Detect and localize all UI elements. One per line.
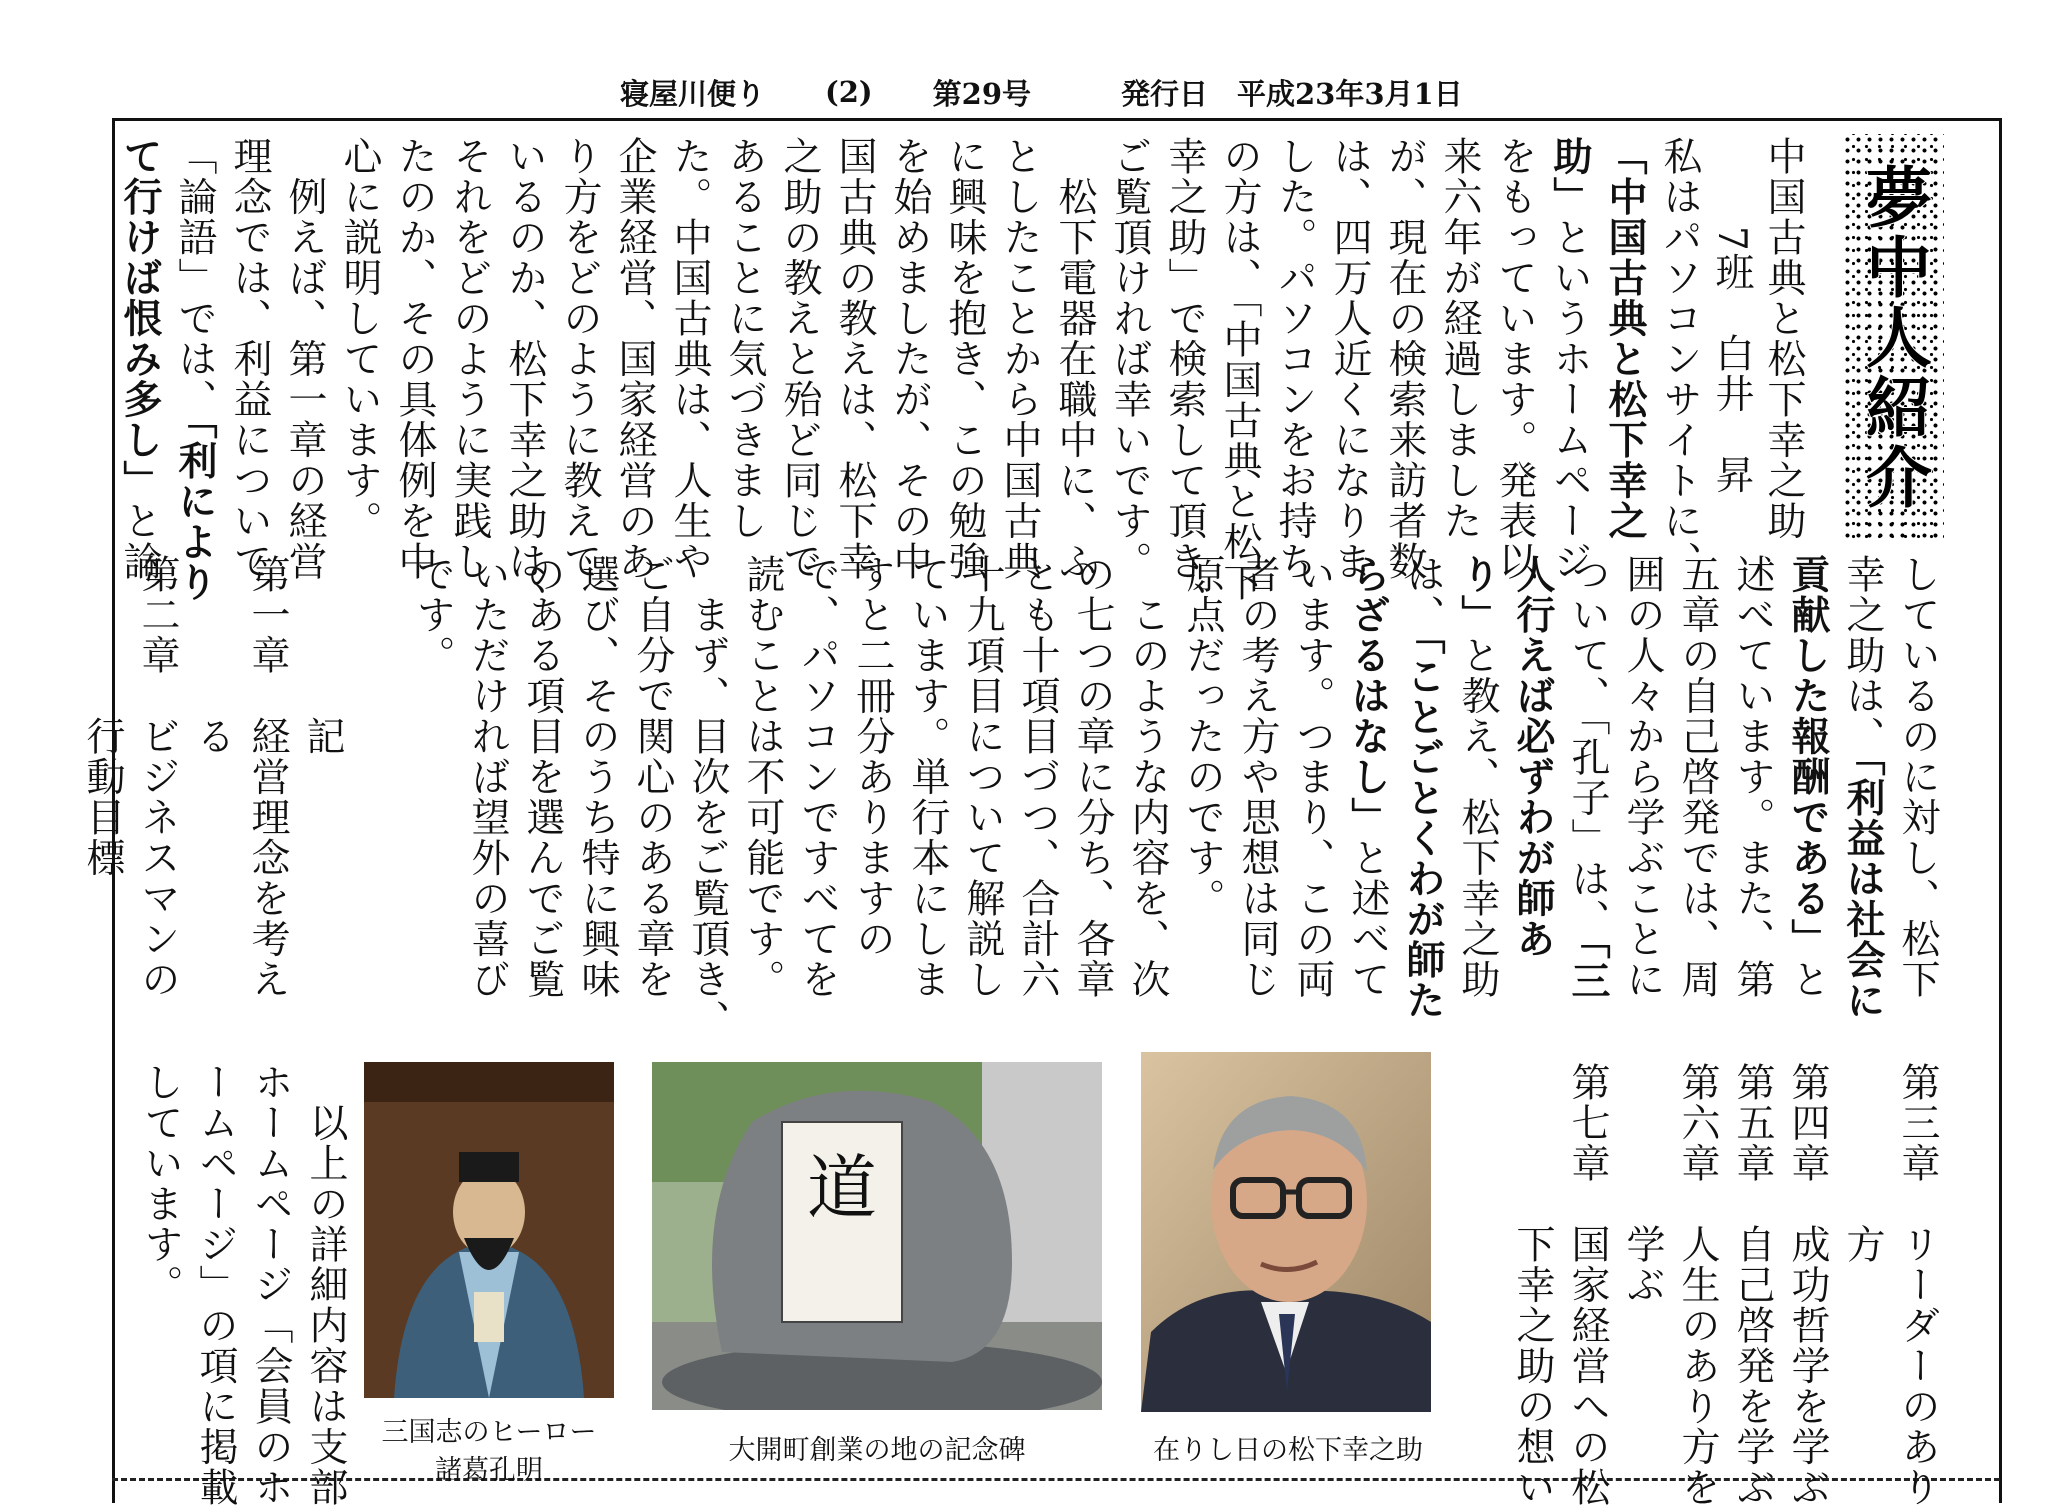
article-title: 中国古典と松下幸之助 xyxy=(1761,136,1806,541)
body-text: 述べています。また、第 xyxy=(1730,554,1775,1000)
text-column xyxy=(1452,554,1502,1000)
body-text: 来六年が経過しました xyxy=(1437,136,1482,541)
zhuge-liang-photo xyxy=(364,1062,614,1398)
text-column xyxy=(242,554,292,1000)
emphasis-text: らざるはなし」 xyxy=(1345,554,1390,838)
text-column xyxy=(994,136,1044,582)
text-column xyxy=(1214,136,1264,603)
body-text: 十九項目について解説し xyxy=(960,554,1005,1000)
text-column xyxy=(682,554,732,1040)
text-column xyxy=(1837,1062,1887,1265)
body-text: 「論語」では、 xyxy=(172,136,217,420)
body-text: というホームページ xyxy=(1547,217,1592,582)
body-text: の七つの章に分ち、各章 xyxy=(1070,554,1115,1000)
text-column xyxy=(1269,136,1319,582)
emphasis-text: 助」 xyxy=(1547,136,1592,217)
body-text: ご自分で関心のある章を xyxy=(630,554,675,1000)
text-column xyxy=(1507,1062,1557,1508)
body-text: と教え、松下幸之助 xyxy=(1455,635,1500,1000)
emphasis-text: 人行えば必ずわが師あ xyxy=(1510,554,1555,959)
text-column xyxy=(664,136,714,582)
body-text: いるのか、松下幸之助は、 xyxy=(502,136,547,622)
body-text: 第一章 経営理念を考え xyxy=(245,554,290,1000)
text-column xyxy=(1507,554,1557,959)
issue-date: 発行日 平成23年3月1日 xyxy=(1121,76,1463,111)
text-column xyxy=(1434,136,1484,541)
text-column xyxy=(1324,136,1374,582)
text-column xyxy=(1837,554,1887,1021)
body-text: 理念では、利益について xyxy=(227,136,272,582)
body-text: ホームページ「会員のホ xyxy=(248,1062,293,1508)
text-column xyxy=(462,554,512,1000)
text-column xyxy=(334,136,384,541)
body-text: 松下電器在職中に、ふ xyxy=(1052,136,1097,582)
body-text: 企業経営、国家経営のあ xyxy=(612,136,657,582)
body-text: このような内容を、次 xyxy=(1125,554,1170,1000)
body-text: と述べて xyxy=(1345,837,1390,1000)
body-text: とも十項目づつ、合計六 xyxy=(1015,554,1060,1000)
body-text: は、 xyxy=(1400,554,1445,635)
body-text: あることに気づきまし xyxy=(722,136,767,541)
text-column xyxy=(1122,554,1172,1000)
text-column xyxy=(1672,1062,1722,1508)
text-column xyxy=(1177,554,1227,919)
zhuge-caption-line2: 諸葛孔明 xyxy=(435,1455,543,1486)
text-column xyxy=(77,554,127,878)
emphasis-text: 「利により xyxy=(172,419,217,603)
body-text: 方 xyxy=(1840,1062,1885,1265)
emphasis-text: 「ことごとくわが師た xyxy=(1400,635,1445,1021)
text-column xyxy=(1782,1062,1832,1508)
body-text: それをどのように実践し xyxy=(447,136,492,582)
newsletter-name: 寝屋川便り xyxy=(620,76,766,111)
body-text: の方は、「中国古典と松下 xyxy=(1217,136,1262,603)
monument-photo xyxy=(652,1062,1102,1410)
body-text: 囲の人々から学ぶことに xyxy=(1620,554,1665,1000)
body-text: まず、目次をご覧頂き、 xyxy=(685,554,730,1040)
body-text: 以上の詳細内容は支部 xyxy=(303,1062,348,1508)
body-text: 私はパソコンサイトに、 xyxy=(1657,136,1702,582)
body-text: たのか、その具体例を中 xyxy=(392,136,437,582)
issue-number: 第29号 xyxy=(932,76,1031,111)
body-text: 者の考え方や思想は同じ xyxy=(1235,554,1280,1000)
body-text: 幸之助は、 xyxy=(1840,554,1885,757)
body-text: た。中国古典は、人生や xyxy=(667,136,712,582)
body-text: 読むことは不可能です。 xyxy=(740,554,785,1000)
text-column xyxy=(297,554,347,757)
text-column xyxy=(169,136,219,603)
body-text: 例えば、第一章の経営 xyxy=(282,136,327,582)
matsushita-portrait xyxy=(1141,1052,1431,1412)
body-text: 第四章 成功哲学を学ぶ xyxy=(1785,1062,1830,1508)
text-column xyxy=(957,554,1007,1000)
monument-caption: 大開町創業の地の記念碑 xyxy=(728,1435,1026,1466)
text-column xyxy=(1049,136,1099,582)
text-column xyxy=(1159,136,1209,622)
text-column xyxy=(737,554,787,1000)
text-column xyxy=(1892,554,1942,1000)
monument-image xyxy=(652,1062,1102,1410)
monument-stone-text: 道 xyxy=(807,1147,877,1229)
text-column xyxy=(279,136,329,582)
text-column xyxy=(719,136,769,541)
emphasis-text: り」 xyxy=(1455,554,1500,635)
page-header xyxy=(620,70,1523,114)
emphasis-text: 「中国古典と松下幸之 xyxy=(1602,136,1647,541)
matsushita-caption: 在りし日の松下幸之助 xyxy=(1153,1435,1423,1466)
body-text: 第五章 自己啓発を学ぶ xyxy=(1730,1062,1775,1508)
text-column xyxy=(1782,554,1832,1000)
text-column xyxy=(190,1062,240,1508)
body-text: 五章の自己啓発では、周 xyxy=(1675,554,1720,1000)
text-column xyxy=(847,554,897,959)
body-text: ームページ」の項に掲載 xyxy=(193,1062,238,1508)
text-column xyxy=(1617,1062,1667,1305)
text-column xyxy=(1727,554,1777,1000)
text-column xyxy=(1397,554,1447,1021)
text-column xyxy=(1489,136,1539,582)
text-column xyxy=(135,1062,185,1305)
zhuge-liang-statue xyxy=(364,1062,614,1398)
body-text: 原点だったのです。 xyxy=(1180,554,1225,919)
text-column xyxy=(1104,136,1154,582)
text-column xyxy=(627,554,677,1000)
body-text: 行動目標 xyxy=(80,554,125,878)
text-column xyxy=(1562,1062,1612,1508)
body-text: る xyxy=(190,554,235,757)
body-text: のある項目を選んでご覧 xyxy=(520,554,565,1000)
text-column xyxy=(1232,554,1282,1000)
emphasis-text: 「三 xyxy=(1565,939,1610,1001)
section-badge-text: 夢中人紹介 xyxy=(1854,163,1932,513)
section-badge xyxy=(1842,134,1944,542)
body-text: 記 xyxy=(300,554,345,757)
text-column xyxy=(114,136,164,582)
text-column xyxy=(444,136,494,582)
body-text: は、四万人近くになりま xyxy=(1327,136,1372,582)
body-text: が、現在の検索来訪者数 xyxy=(1382,136,1427,582)
body-text: です。 xyxy=(410,554,455,676)
text-column xyxy=(389,136,439,582)
text-column xyxy=(1892,1062,1942,1508)
body-text: 第三章 リーダーのあり xyxy=(1895,1062,1940,1508)
body-text: 国古典の教えは、松下幸 xyxy=(832,136,877,582)
body-text: ています。単行本にしま xyxy=(905,554,950,1000)
body-text: を始めましたが、その中 xyxy=(887,136,932,582)
text-column xyxy=(572,554,622,1000)
text-column xyxy=(1012,554,1062,1000)
text-column xyxy=(1599,136,1649,541)
text-column xyxy=(609,136,659,582)
body-text: ご覧頂ければ幸いです。 xyxy=(1107,136,1152,582)
text-column xyxy=(554,136,604,582)
text-column xyxy=(245,1062,295,1508)
text-column xyxy=(1617,554,1667,1000)
text-column xyxy=(1544,136,1594,582)
page-number: (2) xyxy=(825,75,873,109)
text-column xyxy=(902,554,952,1000)
body-text: した。パソコンをお持ち xyxy=(1272,136,1317,582)
text-column xyxy=(1287,554,1337,1000)
text-column xyxy=(1342,554,1392,1000)
body-text: 第七章 国家経営への松 xyxy=(1565,1062,1610,1508)
text-column xyxy=(517,554,567,1000)
text-column xyxy=(829,136,879,582)
body-text: と論 xyxy=(117,500,162,582)
body-text: 下幸之助の想い xyxy=(1510,1062,1555,1508)
body-text: います。つまり、この両 xyxy=(1290,554,1335,1000)
body-text: としたことから中国古典 xyxy=(997,136,1042,582)
body-text: 心に説明しています。 xyxy=(337,136,382,541)
body-text: しています。 xyxy=(138,1062,183,1305)
body-text: 学ぶ xyxy=(1620,1062,1665,1305)
body-text: 第六章 人生のあり方を xyxy=(1675,1062,1720,1508)
body-text: 第二章 ビジネスマンの xyxy=(135,554,180,1000)
body-text: いただければ望外の喜び xyxy=(465,554,510,1000)
matsushita-photo xyxy=(1141,1052,1431,1412)
body-text: 之助の教えと殆ど同じで xyxy=(777,136,822,582)
text-column xyxy=(774,136,824,582)
body-text: すと二冊分ありますの xyxy=(850,554,895,959)
text-column xyxy=(1067,554,1117,1000)
body-text: ついて、「孔子」は、 xyxy=(1565,554,1610,940)
emphasis-text: 「利益は社会に xyxy=(1840,756,1885,1021)
text-column xyxy=(1654,136,1704,582)
text-column xyxy=(884,136,934,582)
text-column xyxy=(224,136,274,582)
body-text: しているのに対し、松下 xyxy=(1895,554,1940,1000)
body-text: り方をどのように教えて xyxy=(557,136,602,582)
emphasis-text: て行けば恨み多し」 xyxy=(117,136,162,501)
text-column xyxy=(1672,554,1722,1000)
body-text: 幸之助」で検索して頂き、 xyxy=(1162,136,1207,622)
body-text: と xyxy=(1785,959,1830,1000)
text-column xyxy=(132,554,182,1000)
text-column xyxy=(187,554,237,757)
body-text: 選び、そのうち特に興味 xyxy=(575,554,620,1000)
text-column xyxy=(1727,1062,1777,1508)
emphasis-text: 貢献した報酬である」 xyxy=(1785,554,1830,959)
body-text: に興味を抱き、この勉強 xyxy=(942,136,987,582)
text-column xyxy=(300,1062,350,1508)
text-column xyxy=(499,136,549,622)
article-author: 7班 白井 昇 xyxy=(1709,226,1754,496)
text-column xyxy=(1379,136,1429,582)
text-column xyxy=(407,554,457,676)
body-text: をもっています。発表以 xyxy=(1492,136,1537,582)
text-column xyxy=(1562,554,1612,1001)
zhuge-caption-line1: 三国志のヒーロー xyxy=(381,1417,597,1448)
text-column xyxy=(792,554,842,1000)
text-column xyxy=(939,136,989,582)
body-text: で、パソコンですべてを xyxy=(795,554,840,1000)
